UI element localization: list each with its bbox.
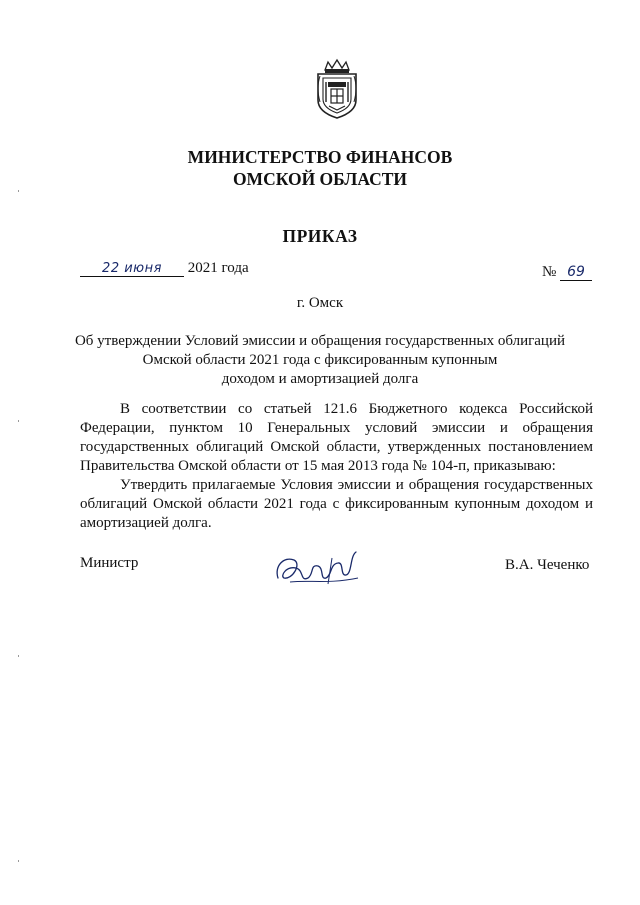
scan-mark xyxy=(18,420,19,422)
handwritten-signature-icon xyxy=(270,548,365,590)
scan-mark xyxy=(18,655,19,657)
number-sign: № xyxy=(542,264,557,280)
signatory-name: В.А. Чеченко xyxy=(505,557,590,573)
document-date xyxy=(80,260,249,277)
handwritten-number: 69 xyxy=(560,264,592,281)
signatory-title: Министр xyxy=(80,555,139,571)
subject-line-2: Омской области 2021 года с фиксированным купонным xyxy=(142,352,498,368)
scan-mark xyxy=(18,860,19,862)
document-type: ПРИКАЗ xyxy=(282,226,358,246)
subject-line-1: Об утверждении Условий эмиссии и обращения государственных облигаций xyxy=(74,333,566,349)
coat-of-arms-icon xyxy=(312,58,362,120)
order-body xyxy=(80,400,593,533)
date-year: 2021 года xyxy=(187,260,249,276)
ministry-line-1: МИНИСТЕРСТВО ФИНАНСОВ xyxy=(187,147,453,167)
document-number xyxy=(542,264,592,281)
ministry-line-2: ОМСКОЙ ОБЛАСТИ xyxy=(232,169,408,189)
body-paragraph-1: В соответствии со статьей 121.6 Бюджетного кодекса Российской Федерации, пунктом 10 Генеральных условий эмиссии и обращения государственных облигаций Омской области, утвержденных постановлением Правительства Омской области от 15 мая 2013 года № 104-п, приказываю: xyxy=(80,401,593,474)
handwritten-date: 22 июня xyxy=(80,261,184,277)
body-paragraph-2: Утвердить прилагаемые Условия эмиссии и обращения государственных облигаций Омской области 2021 года с фиксированным купонным доходом и амортизацией долга. xyxy=(80,477,593,531)
ministry-name xyxy=(0,146,640,190)
order-subject xyxy=(40,332,600,389)
scan-mark xyxy=(18,190,19,192)
subject-line-3: доходом и амортизацией долга xyxy=(221,371,419,387)
city: г. Омск xyxy=(296,295,344,311)
